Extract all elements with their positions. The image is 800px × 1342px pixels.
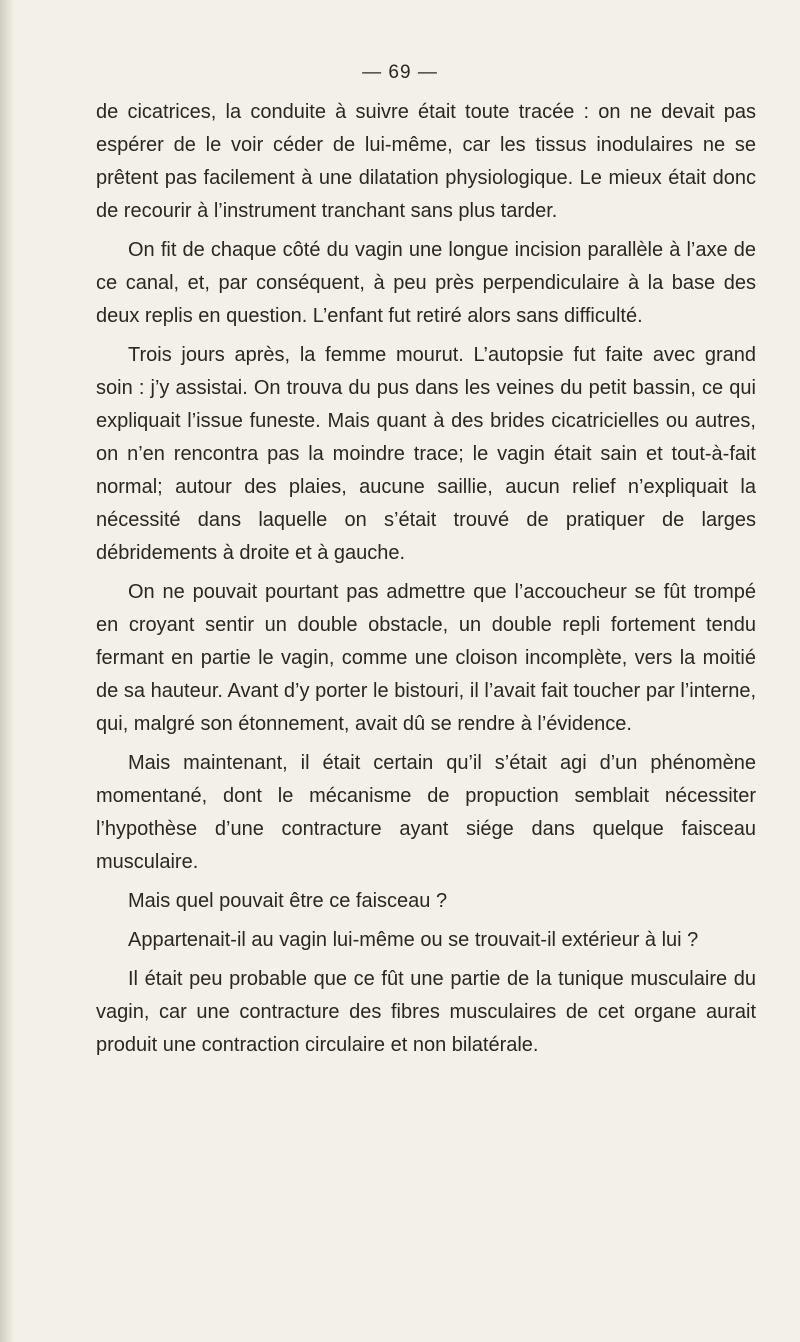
paragraph-4: On ne pouvait pourtant pas admettre que l’accoucheur se fût trompé en croyant sentir un double obstacle, un double repli fortement tendu fermant en partie le vagin, comme une cloison incomplète, vers la moitié de sa hauteur. Avant d’y porter le bistouri, il l’avait fait toucher par l’interne, qui, malgré son étonnement, avait dû se rendre à l’évidence. <box>96 581 756 735</box>
paragraph-1: de cicatrices, la conduite à suivre était toute tracée : on ne devait pas espérer de le voir céder de lui-même, car les tissus inodulaires ne se prêtent pas facilement à une dilatation physiologique. Le mieux était donc de recourir à l’instrument tranchant sans plus tarder. <box>96 101 756 222</box>
body-text <box>96 96 756 1068</box>
paragraph-3: Trois jours après, la femme mourut. L’autopsie fut faite avec grand soin : j’y assistai. On trouva du pus dans les veines du petit bassin, ce qui expliquait l’issue funeste. Mais quant à des brides cicatricielles ou autres, on n’en rencontra pas la moindre trace; le vagin était sain et tout-à-fait normal; autour des plaies, aucune saillie, aucun relief n’expliquait la nécessité dans laquelle on s’était trouvé de pratiquer de larges débridements à droite et à gauche. <box>96 344 756 564</box>
paragraph-8: Il était peu probable que ce fût une partie de la tunique musculaire du vagin, car une contracture des fibres musculaires de cet organe aurait produit une contraction circulaire et non bilatérale. <box>96 968 756 1056</box>
paragraph-2: On fit de chaque côté du vagin une longue incision parallèle à l’axe de ce canal, et, par conséquent, à peu près perpendiculaire à la base des deux replis en question. L’enfant fut retiré alors sans difficulté. <box>96 239 756 327</box>
page-binding-shadow <box>0 0 14 1342</box>
page-number: — 69 — <box>362 62 438 83</box>
paragraph-5: Mais maintenant, il était certain qu’il s’était agi d’un phénomène momentané, dont le mécanisme de propuction semblait nécessiter l’hypothèse d’une contracture ayant siége dans quelque faisceau musculaire. <box>96 752 756 873</box>
paragraph-7: Appartenait-il au vagin lui-même ou se trouvait-il extérieur à lui ? <box>128 929 699 951</box>
paragraph-6: Mais quel pouvait être ce faisceau ? <box>128 890 448 912</box>
